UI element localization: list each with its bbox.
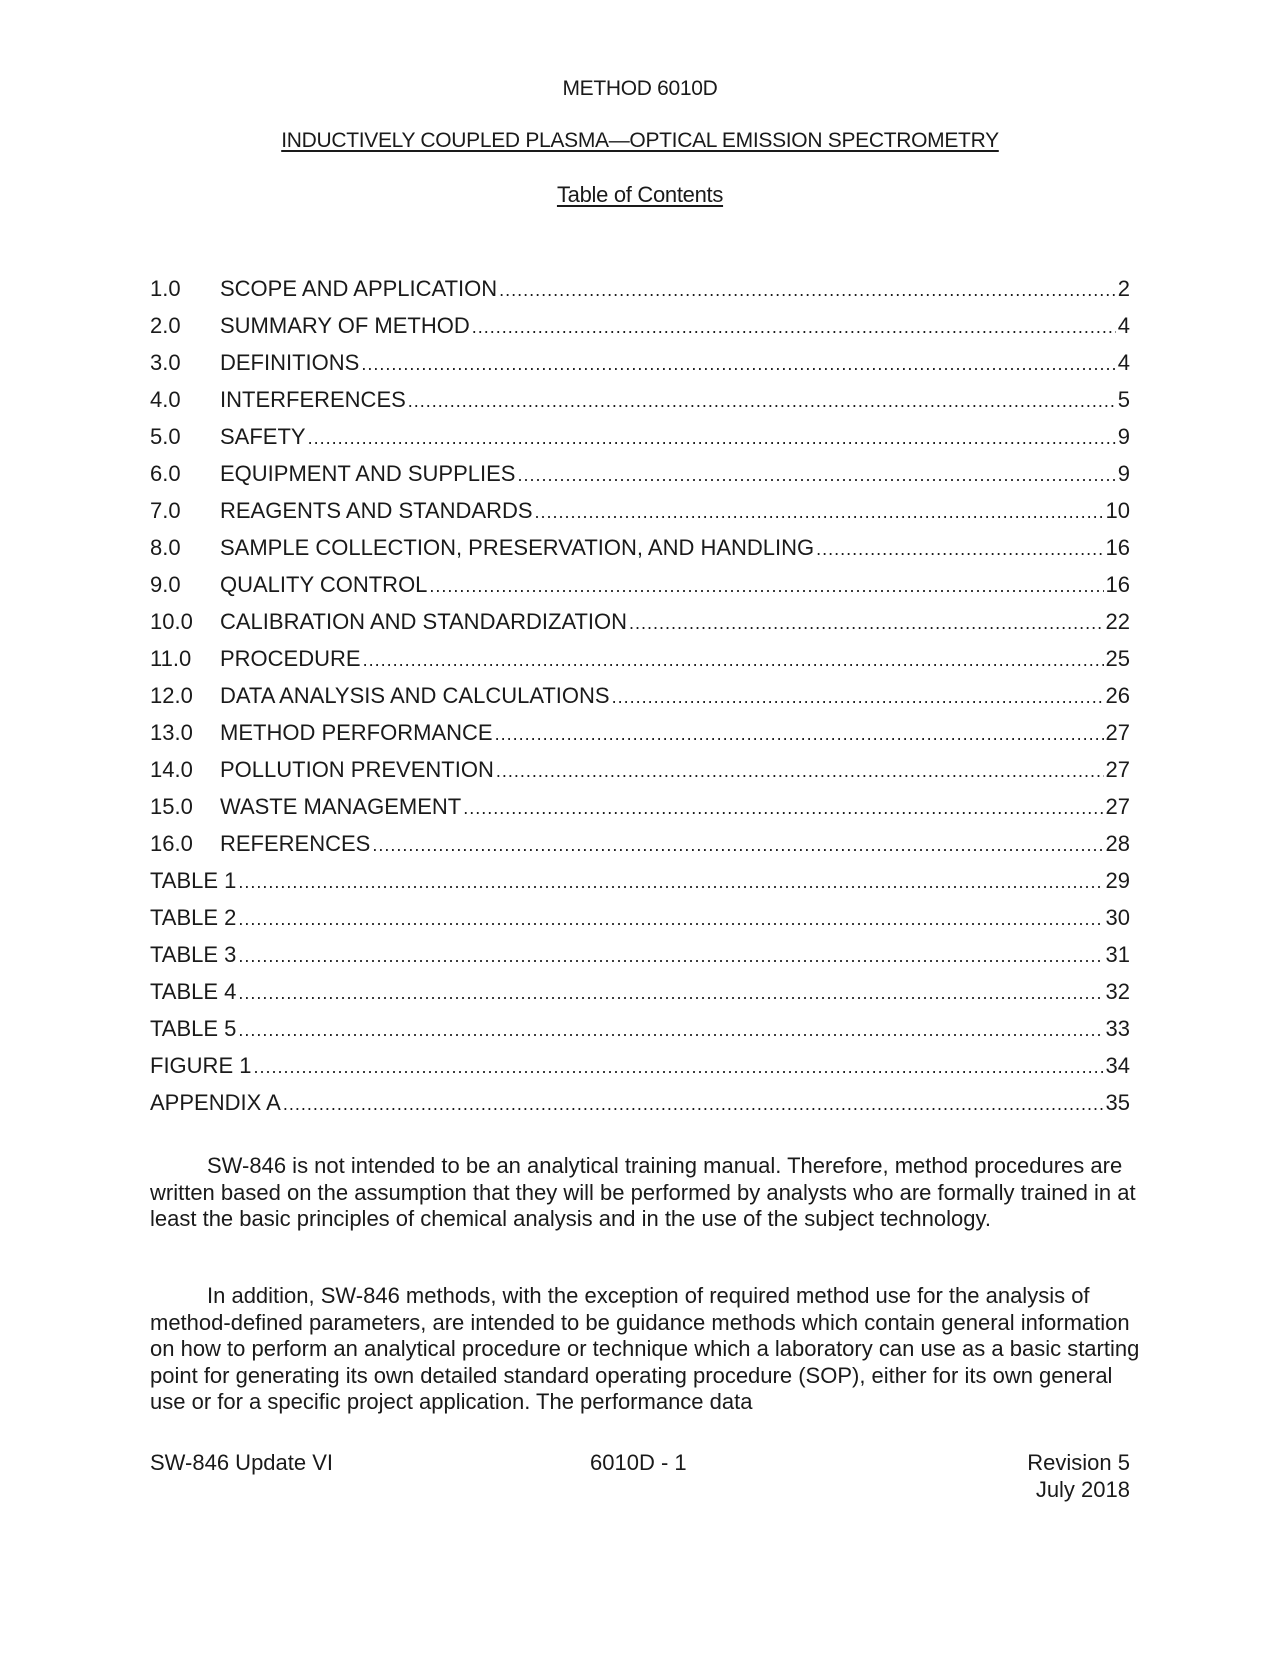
toc-entry-interferences (150, 385, 1130, 422)
toc-entry-figure-1 (150, 1051, 1130, 1088)
toc-leader (283, 1089, 1104, 1119)
toc-label: POLLUTION PREVENTION (220, 757, 494, 782)
toc-entry-procedure (150, 644, 1130, 681)
toc-heading: Table of Contents (556, 182, 724, 207)
toc-page: 31 (1105, 942, 1130, 967)
toc-label: TABLE 1 (150, 868, 237, 893)
toc-entry-reagents (150, 496, 1130, 533)
toc-entry-sample-collection (150, 533, 1130, 570)
toc-number: 4.0 (150, 387, 181, 412)
footer-revision-number: Revision 5 (1027, 1450, 1130, 1475)
toc-entry-method-performance (150, 718, 1130, 755)
toc-entry-references (150, 829, 1130, 866)
toc-label: DEFINITIONS (220, 350, 360, 375)
toc-number: 2.0 (150, 313, 181, 338)
toc-entry-table-2 (150, 903, 1130, 940)
toc-leader (363, 645, 1104, 675)
method-number: METHOD 6010D (562, 77, 718, 100)
footer-revision-date: July 2018 (1035, 1476, 1130, 1502)
toc-leader (463, 793, 1103, 823)
toc-leader (499, 275, 1116, 305)
toc-leader (429, 571, 1103, 601)
toc-leader (816, 534, 1103, 564)
toc-page: 27 (1105, 794, 1130, 819)
toc-leader (372, 830, 1103, 860)
toc-label: SAFETY (220, 424, 306, 449)
toc-entry-table-1 (150, 866, 1130, 903)
toc-number: 8.0 (150, 535, 181, 560)
toc-page: 25 (1105, 646, 1130, 671)
toc-page: 29 (1105, 868, 1130, 893)
table-of-contents (150, 274, 1130, 1125)
toc-entry-calibration (150, 607, 1130, 644)
toc-label: METHOD PERFORMANCE (220, 720, 493, 745)
toc-label: TABLE 5 (150, 1016, 237, 1041)
toc-label: REFERENCES (220, 831, 371, 856)
toc-leader (629, 608, 1103, 638)
toc-label: INTERFERENCES (220, 387, 406, 412)
toc-page: 26 (1105, 683, 1130, 708)
toc-number: 1.0 (150, 276, 181, 301)
toc-page: 16 (1105, 535, 1130, 560)
toc-page: 28 (1105, 831, 1130, 856)
toc-leader (472, 312, 1116, 342)
toc-label: TABLE 3 (150, 942, 237, 967)
toc-entry-table-4 (150, 977, 1130, 1014)
toc-number: 7.0 (150, 498, 181, 523)
toc-entry-appendix-a (150, 1088, 1130, 1125)
toc-label: SUMMARY OF METHOD (220, 313, 470, 338)
toc-leader (535, 497, 1104, 527)
toc-entry-equipment (150, 459, 1130, 496)
footer-update: SW-846 Update VI (150, 1450, 334, 1475)
toc-page: 27 (1105, 720, 1130, 745)
toc-leader (408, 386, 1116, 416)
toc-page: 2 (1117, 276, 1130, 301)
toc-entry-quality-control (150, 570, 1130, 607)
toc-number: 11.0 (150, 646, 192, 671)
toc-page: 4 (1117, 350, 1130, 375)
toc-entry-pollution-prevention (150, 755, 1130, 792)
toc-number: 15.0 (150, 794, 193, 819)
toc-number: 12.0 (150, 683, 193, 708)
toc-number: 6.0 (150, 461, 181, 486)
toc-leader (517, 460, 1115, 490)
toc-page: 33 (1105, 1016, 1130, 1041)
toc-label: FIGURE 1 (150, 1053, 252, 1078)
body-paragraph-1: SW-846 is not intended to be an analytical training manual. Therefore, method procedures are written based on the assumption that they will be performed by analysts who are formally trained in at least the basic principles of chemical analysis and in the use of the subject technology. (150, 1153, 1136, 1231)
toc-entry-safety (150, 422, 1130, 459)
toc-page: 5 (1117, 387, 1130, 412)
body-paragraph-2: In addition, SW-846 methods, with the exception of required method use for the analysis of method-defined parameters, are intended to be guidance methods which contain general information on how to perform an analytical procedure or technique which a laboratory can use as a basic starting point for generating its own detailed standard operating procedure (SOP), either for its own general use or for a specific project application. The performance data (150, 1283, 1140, 1414)
toc-leader (361, 349, 1115, 379)
toc-number: 5.0 (150, 424, 181, 449)
toc-label: WASTE MANAGEMENT (220, 794, 462, 819)
toc-page: 10 (1105, 498, 1130, 523)
toc-label: SAMPLE COLLECTION, PRESERVATION, AND HANDLING (220, 535, 815, 560)
toc-entry-scope (150, 274, 1130, 311)
toc-entry-table-3 (150, 940, 1130, 977)
toc-leader (308, 423, 1116, 453)
toc-label: QUALITY CONTROL (220, 572, 428, 597)
footer-page-number: 6010D - 1 (590, 1450, 687, 1475)
toc-number: 14.0 (150, 757, 193, 782)
toc-leader (238, 941, 1103, 971)
toc-page: 22 (1105, 609, 1130, 634)
toc-number: 10.0 (150, 609, 193, 634)
toc-page: 35 (1105, 1090, 1130, 1115)
toc-label: TABLE 2 (150, 905, 237, 930)
toc-leader (238, 978, 1103, 1008)
toc-leader (495, 719, 1104, 749)
toc-number: 16.0 (150, 831, 193, 856)
toc-entry-table-5 (150, 1014, 1130, 1051)
toc-page: 32 (1105, 979, 1130, 1004)
toc-page: 9 (1117, 424, 1130, 449)
toc-number: 3.0 (150, 350, 181, 375)
toc-label: REAGENTS AND STANDARDS (220, 498, 533, 523)
toc-label: PROCEDURE (220, 646, 361, 671)
toc-page: 16 (1105, 572, 1130, 597)
toc-leader (238, 1015, 1103, 1045)
toc-leader (238, 904, 1103, 934)
toc-entry-waste-management (150, 792, 1130, 829)
toc-label: APPENDIX A (150, 1090, 281, 1115)
toc-label: CALIBRATION AND STANDARDIZATION (220, 609, 628, 634)
toc-leader (238, 867, 1103, 897)
toc-leader (496, 756, 1104, 786)
toc-number: 13.0 (150, 720, 193, 745)
footer-revision (1027, 1450, 1130, 1503)
method-title: INDUCTIVELY COUPLED PLASMA—OPTICAL EMISSION SPECTROMETRY (281, 129, 999, 152)
toc-entry-data-analysis (150, 681, 1130, 718)
toc-page: 30 (1105, 905, 1130, 930)
toc-page: 4 (1117, 313, 1130, 338)
toc-label: EQUIPMENT AND SUPPLIES (220, 461, 516, 486)
toc-label: DATA ANALYSIS AND CALCULATIONS (220, 683, 610, 708)
toc-page: 27 (1105, 757, 1130, 782)
toc-label: SCOPE AND APPLICATION (220, 276, 498, 301)
toc-leader (612, 682, 1104, 712)
toc-label: TABLE 4 (150, 979, 237, 1004)
toc-page: 34 (1105, 1053, 1130, 1078)
toc-page: 9 (1117, 461, 1130, 486)
toc-entry-definitions (150, 348, 1130, 385)
toc-number: 9.0 (150, 572, 181, 597)
toc-leader (253, 1052, 1103, 1082)
toc-entry-summary (150, 311, 1130, 348)
